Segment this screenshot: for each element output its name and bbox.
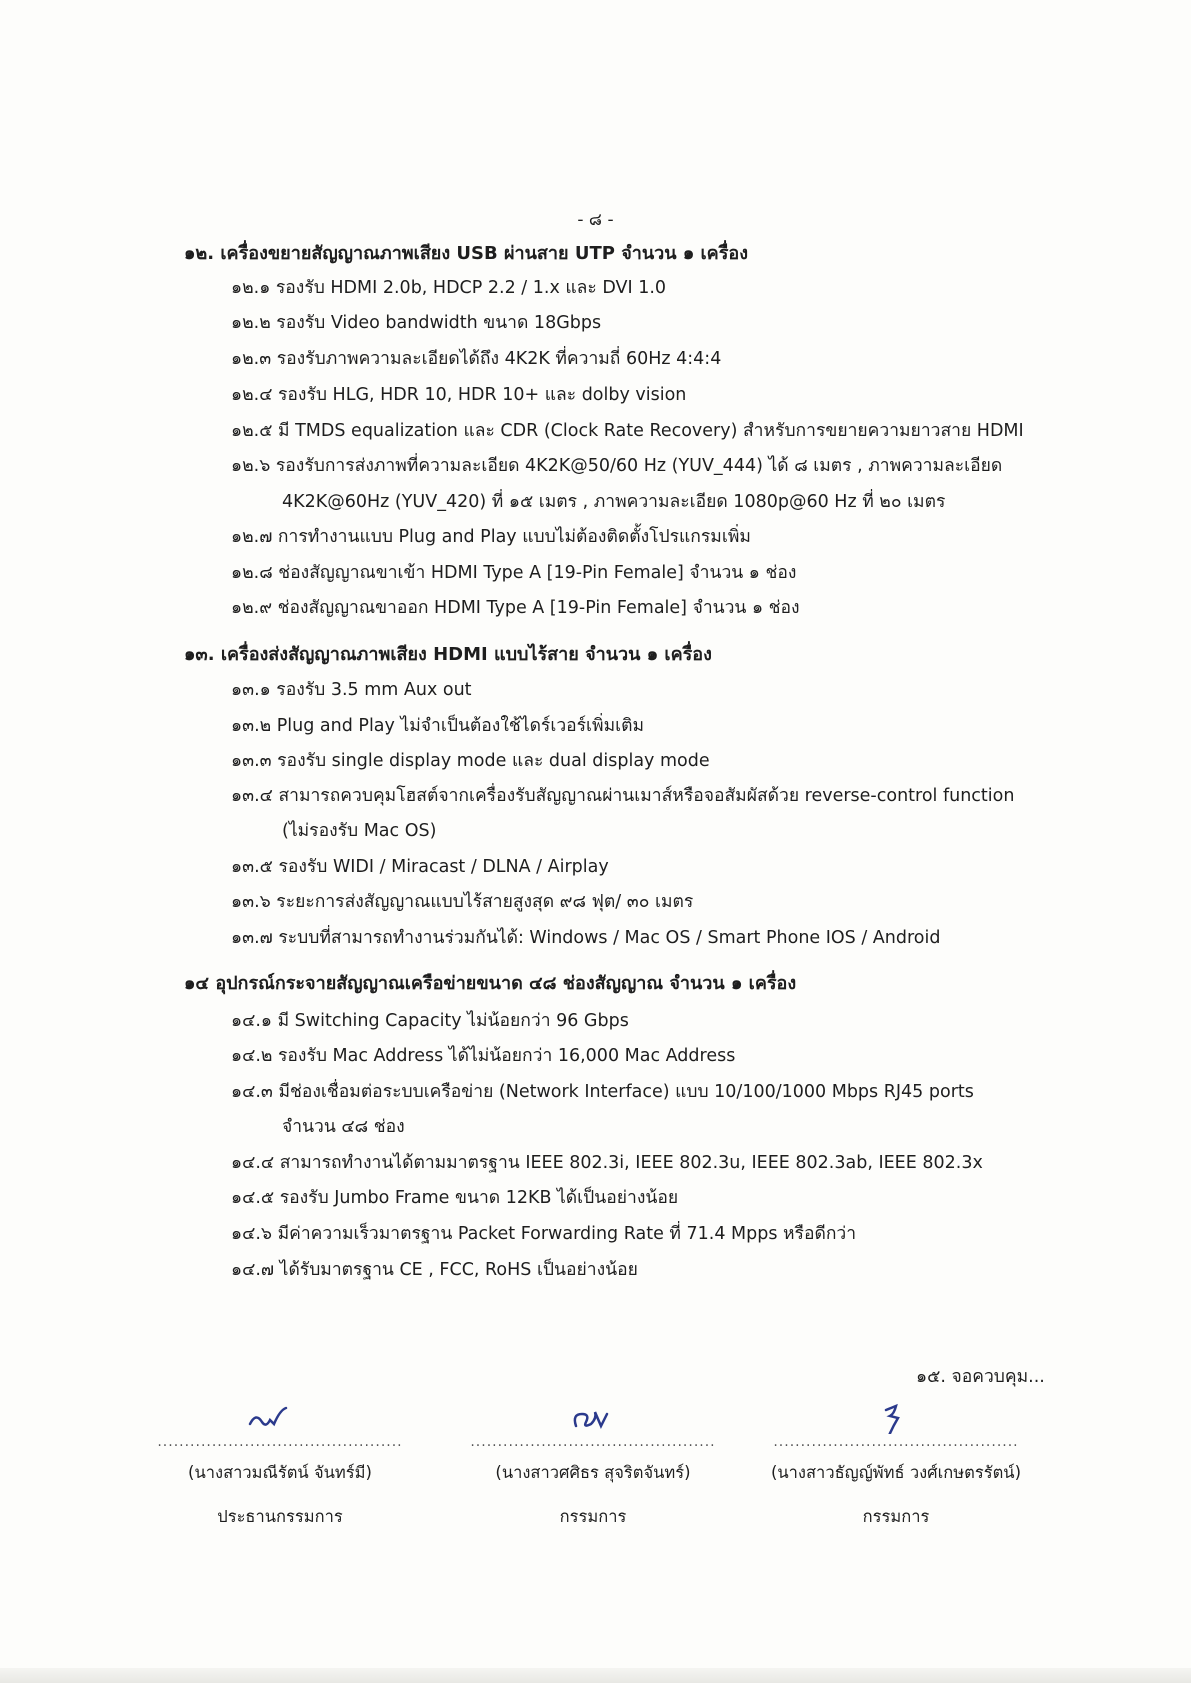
handwritten-signature bbox=[766, 1400, 1026, 1434]
spec-item: ๑๓.๕ รองรับ WIDI / Miracast / DLNA / Airplay bbox=[231, 857, 609, 877]
spec-item: ๑๔.๗ ได้รับมาตรฐาน CE , FCC, RoHS เป็นอย่างน้อย bbox=[231, 1260, 638, 1280]
spec-item: ๑๔.๖ มีค่าความเร็วมาตรฐาน Packet Forwarding Rate ที่ 71.4 Mpps หรือดีกว่า bbox=[231, 1224, 857, 1244]
spec-item-continued: จำนวน ๔๘ ช่อง bbox=[282, 1117, 405, 1137]
section-13-heading: ๑๓. เครื่องส่งสัญญาณภาพเสียง HDMI แบบไร้สาย จำนวน ๑ เครื่อง bbox=[184, 644, 712, 665]
spec-item: ๑๒.๒ รองรับ Video bandwidth ขนาด 18Gbps bbox=[231, 313, 602, 333]
signatory-name: (นางสาวศศิธร สุจริตจันทร์) bbox=[495, 1463, 691, 1482]
signature-line: ............................................. bbox=[157, 1434, 403, 1450]
spec-item: ๑๒.๓ รองรับภาพความละเอียดได้ถึง 4K2K ที่ความถี่ 60Hz 4:4:4 bbox=[231, 349, 722, 369]
spec-item: ๑๓.๗ ระบบที่สามารถทำงานร่วมกันได้: Windows / Mac OS / Smart Phone IOS / Android bbox=[231, 928, 941, 948]
signatory-name: (นางสาวธัญญ์พัทธ์ วงศ์เกษตรรัตน์) bbox=[770, 1463, 1022, 1482]
spec-item: ๑๒.๘ ช่องสัญญาณขาเข้า HDMI Type A [19-Pin Female] จำนวน ๑ ช่อง bbox=[231, 563, 797, 583]
signatory-title: ประธานกรรมการ bbox=[217, 1507, 343, 1526]
spec-item: ๑๔.๒ รองรับ Mac Address ได้ไม่น้อยกว่า 16,000 Mac Address bbox=[231, 1046, 736, 1066]
signature-block-member-1 bbox=[463, 1400, 723, 1530]
section-14-heading: ๑๔ อุปกรณ์กระจายสัญญาณเครือข่ายขนาด ๔๘ ช่องสัญญาณ จำนวน ๑ เครื่อง bbox=[184, 973, 797, 994]
signature-line: ............................................. bbox=[470, 1434, 716, 1450]
handwritten-signature bbox=[150, 1400, 410, 1434]
signature-line: ............................................. bbox=[773, 1434, 1019, 1450]
spec-item: ๑๓.๓ รองรับ single display mode และ dual display mode bbox=[231, 751, 710, 771]
spec-item: ๑๒.๕ มี TMDS equalization และ CDR (Clock Rate Recovery) สำหรับการขยายความยาวสาย HDMI bbox=[231, 421, 1024, 441]
page-number: - ๘ - bbox=[577, 210, 614, 230]
continuation-note: ๑๕. จอควบคุม... bbox=[916, 1367, 1045, 1387]
spec-item: ๑๒.๗ การทำงานแบบ Plug and Play แบบไม่ต้องติดตั้งโปรแกรมเพิ่ม bbox=[231, 527, 751, 547]
signatory-title: กรรมการ bbox=[559, 1507, 627, 1526]
spec-item: ๑๔.๕ รองรับ Jumbo Frame ขนาด 12KB ได้เป็นอย่างน้อย bbox=[231, 1188, 679, 1208]
spec-item: ๑๒.๙ ช่องสัญญาณขาออก HDMI Type A [19-Pin Female] จำนวน ๑ ช่อง bbox=[231, 598, 800, 618]
spec-item: ๑๓.๒ Plug and Play ไม่จำเป็นต้องใช้ไดร์เวอร์เพิ่มเติม bbox=[231, 716, 644, 736]
spec-item: ๑๒.๑ รองรับ HDMI 2.0b, HDCP 2.2 / 1.x และ DVI 1.0 bbox=[231, 278, 667, 298]
scan-edge bbox=[0, 1668, 1191, 1683]
spec-item: ๑๔.๑ มี Switching Capacity ไม่น้อยกว่า 96 Gbps bbox=[231, 1011, 629, 1031]
signatory-title: กรรมการ bbox=[862, 1507, 930, 1526]
spec-item: ๑๓.๔ สามารถควบคุมโฮสต์จากเครื่องรับสัญญาณผ่านเมาส์หรือจอสัมผัสด้วย reverse-control function bbox=[231, 786, 1015, 806]
signature-block-chair bbox=[150, 1400, 410, 1530]
spec-item: ๑๔.๓ มีช่องเชื่อมต่อระบบเครือข่าย (Network Interface) แบบ 10/100/1000 Mbps RJ45 ports bbox=[231, 1082, 974, 1102]
handwritten-signature bbox=[463, 1400, 723, 1434]
spec-item: ๑๒.๔ รองรับ HLG, HDR 10, HDR 10+ และ dolby vision bbox=[231, 385, 687, 405]
spec-item: ๑๓.๖ ระยะการส่งสัญญาณแบบไร้สายสูงสุด ๙๘ ฟุต/ ๓๐ เมตร bbox=[231, 892, 694, 912]
spec-item: ๑๒.๖ รองรับการส่งภาพที่ความละเอียด 4K2K@50/60 Hz (YUV_444) ได้ ๘ เมตร , ภาพความละเอียด bbox=[231, 456, 1003, 476]
spec-item: ๑๔.๔ สามารถทำงานได้ตามมาตรฐาน IEEE 802.3i, IEEE 802.3u, IEEE 802.3ab, IEEE 802.3x bbox=[231, 1153, 983, 1173]
spec-item-continued: 4K2K@60Hz (YUV_420) ที่ ๑๕ เมตร , ภาพความละเอียด 1080p@60 Hz ที่ ๒๐ เมตร bbox=[282, 492, 946, 512]
signatory-name: (นางสาวมณีรัตน์ จันทร์มี) bbox=[188, 1463, 372, 1482]
spec-item-continued: (ไม่รองรับ Mac OS) bbox=[282, 821, 437, 841]
signature-block-member-2 bbox=[766, 1400, 1026, 1530]
section-12-heading: ๑๒. เครื่องขยายสัญญาณภาพเสียง USB ผ่านสาย UTP จำนวน ๑ เครื่อง bbox=[184, 243, 748, 264]
spec-item: ๑๓.๑ รองรับ 3.5 mm Aux out bbox=[231, 680, 472, 700]
